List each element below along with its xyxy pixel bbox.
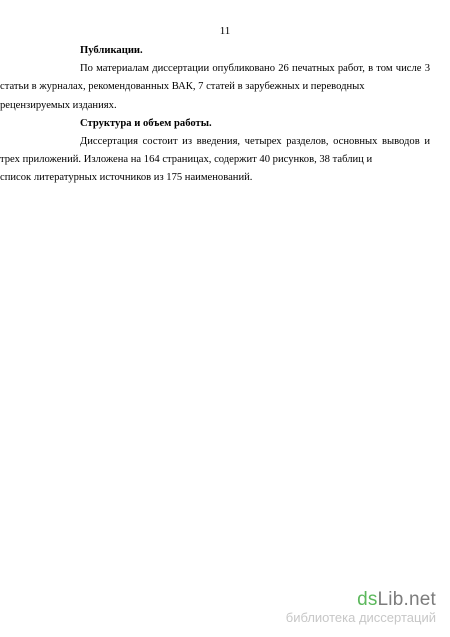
watermark-logo-net: .net — [403, 589, 436, 610]
watermark-caption: библиотека диссертаций — [285, 610, 436, 625]
paragraph-line: Диссертация состоит из введения, четырех разделов, основных выводов и — [80, 136, 430, 148]
watermark-logo-ds: ds — [357, 589, 378, 610]
paragraph-line: список литературных источников из 175 наименований. — [0, 172, 253, 184]
paragraph-line: статьи в журналах, рекомендованных ВАК, 7 статей в зарубежных и переводных — [0, 81, 365, 93]
section-paragraph-publications — [0, 60, 430, 115]
watermark — [286, 590, 436, 625]
page-number: 11 — [219, 25, 231, 37]
paragraph-line: рецензируемых изданиях. — [0, 99, 117, 111]
section-heading-publications: Публикации. — [80, 45, 143, 56]
paragraph-line: По материалам диссертации опубликовано 26 печатных работ, в том числе 3 — [80, 63, 430, 75]
watermark-logo-lib: Lib — [377, 589, 404, 610]
section-paragraph-structure — [0, 133, 430, 188]
document-body — [0, 42, 430, 188]
watermark-logo — [286, 590, 436, 610]
section-heading-structure: Структура и объем работы. — [80, 117, 212, 129]
paragraph-line: трех приложений. Изложена на 164 страницах, содержит 40 рисунков, 38 таблиц и — [0, 154, 373, 166]
